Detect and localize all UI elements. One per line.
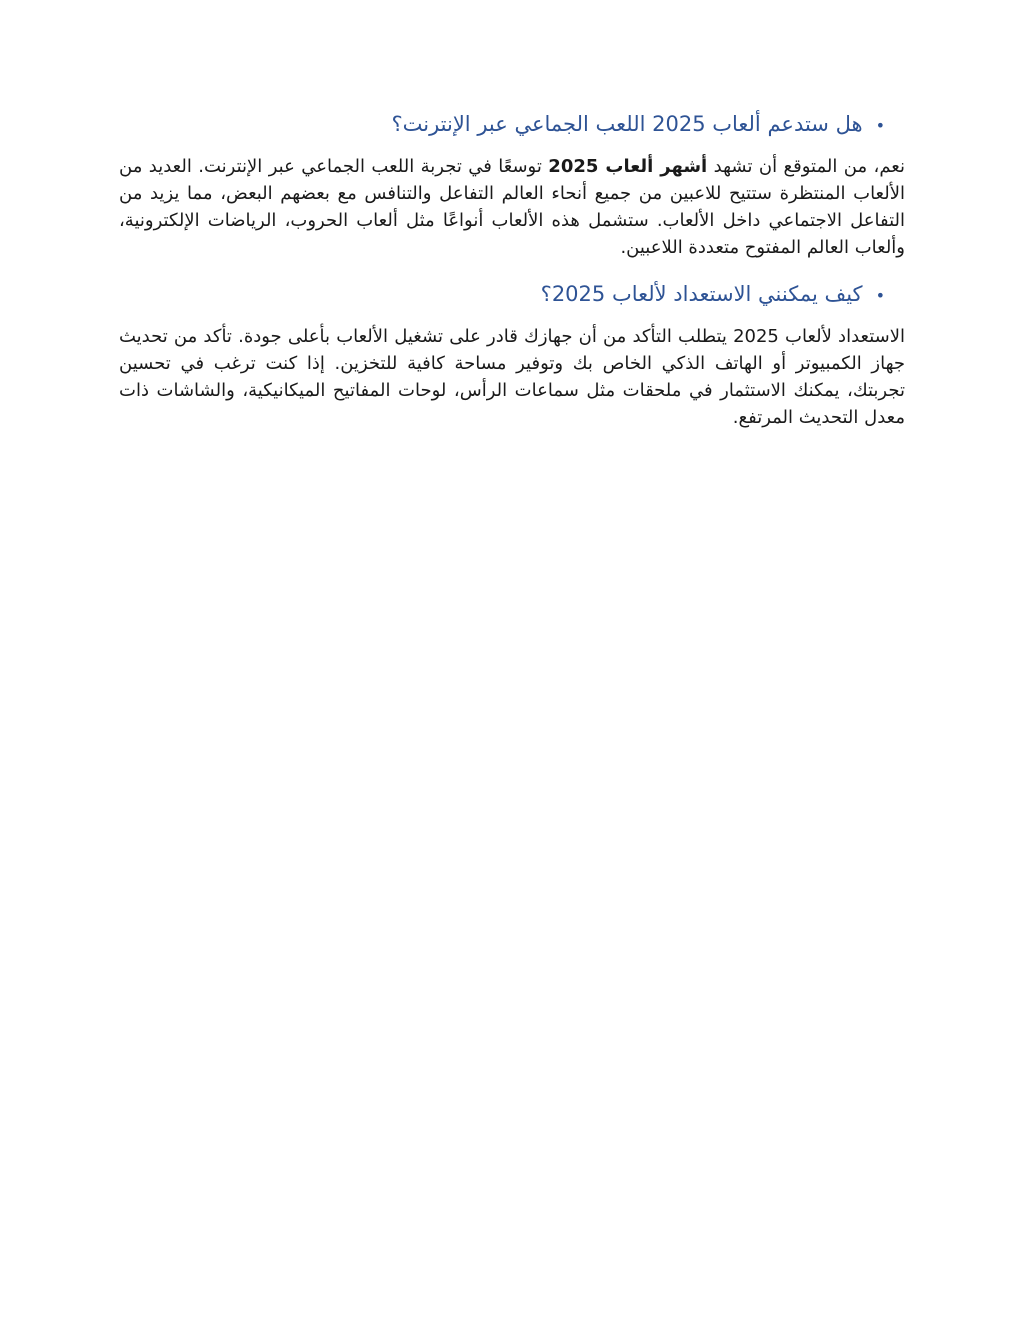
answer-paragraph-1 — [119, 153, 905, 261]
question-heading-row-2 — [119, 278, 905, 311]
faq-section-preparation — [119, 278, 905, 431]
answer-1-text-before-bold: نعم، من المتوقع أن تشهد — [707, 156, 906, 177]
question-heading-2: كيف يمكنني الاستعداد لألعاب 2025؟ — [540, 282, 863, 306]
answer-paragraph-2: الاستعداد لألعاب 2025 يتطلب التأكد من أن جهازك قادر على تشغيل الألعاب بأعلى جودة. تأكد من تحديث جهاز الكمبيوتر أو الهاتف الذكي الخاص بك وتوفير مساحة كافية للتخزين. إذا كنت ترغب في تحسين تجربتك، يمكنك الاستثمار في ملحقات مثل سماعات الرأس، لوحات المفاتيح الميكانيكية، والشاشات ذات معدل التحديث المرتفع. — [119, 326, 905, 428]
faq-section-online-multiplayer — [119, 108, 905, 261]
list-bullet-icon: • — [875, 116, 885, 135]
answer-1-bold-phrase: أشهر ألعاب 2025 — [548, 156, 708, 177]
question-heading-1: هل ستدعم ألعاب 2025 اللعب الجماعي عبر الإنترنت؟ — [391, 112, 863, 136]
list-bullet-icon: • — [875, 286, 885, 305]
answer-1-text-after-bold: توسعًا في تجربة اللعب الجماعي عبر الإنترنت. العديد من الألعاب المنتظرة ستتيح للاعبين من جميع أنحاء العالم التفاعل والتنافس مع بعضهم البعض، مما يزيد من التفاعل الاجتماعي داخل الألعاب. ستشمل هذه الألعاب أنواعًا مثل ألعاب الحروب، الرياضات الإلكترونية، وألعاب العالم المفتوح متعددة اللاعبين. — [119, 156, 905, 258]
question-heading-row-1 — [119, 108, 905, 141]
